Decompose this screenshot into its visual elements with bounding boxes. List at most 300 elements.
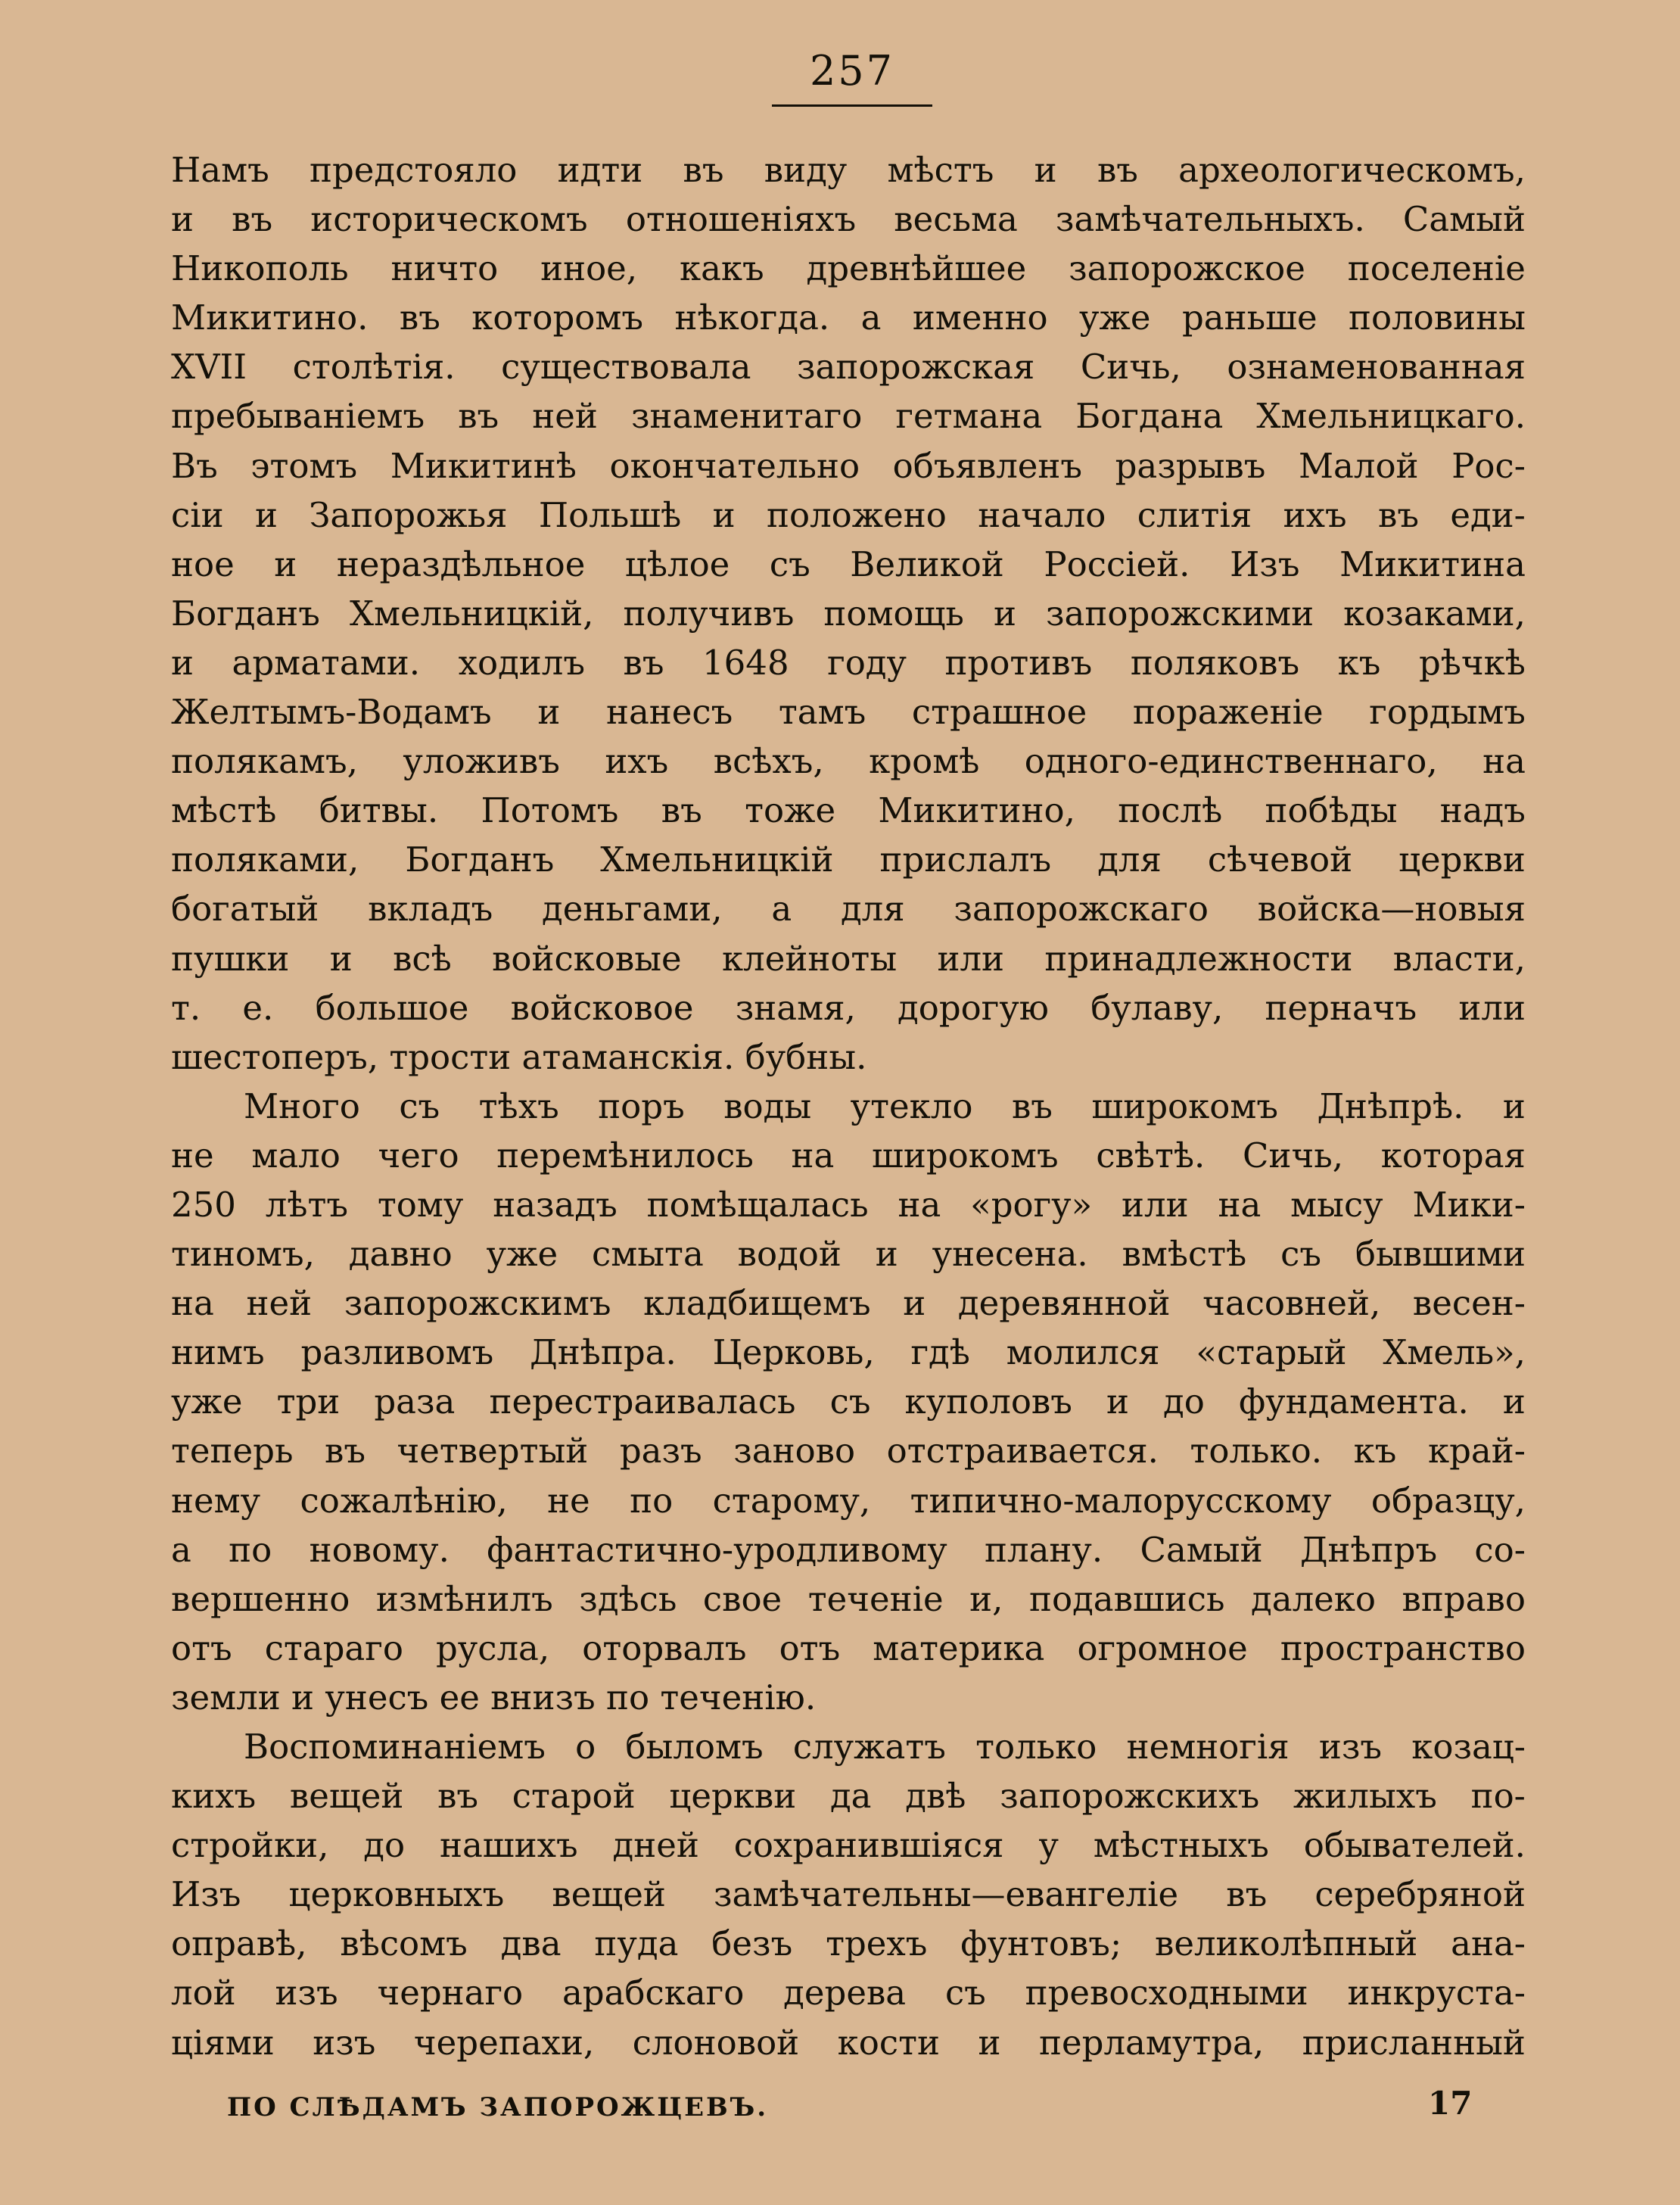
word: объявленъ <box>892 445 1083 486</box>
word: черепахи, <box>413 2022 595 2063</box>
word: вправо <box>1402 1578 1526 1619</box>
word: водой <box>737 1234 842 1275</box>
word: край- <box>1427 1431 1526 1472</box>
word: дней <box>612 1825 699 1866</box>
word: теченіе <box>807 1578 944 1619</box>
footer-title: ПО СЛѢДАМЪ ЗАПОРОЖЦЕВЪ. <box>227 2092 769 2122</box>
word: этомъ <box>250 445 358 486</box>
word: и <box>712 494 736 535</box>
word: тоже <box>745 790 836 831</box>
word: прислалъ <box>879 839 1052 880</box>
word: сохранившіяся <box>733 1825 1004 1866</box>
word: пораженіе <box>1132 692 1324 733</box>
word: кромѣ <box>869 741 980 782</box>
word: кладбищемъ <box>643 1283 871 1324</box>
word: клейноты <box>722 938 898 979</box>
word: начало <box>978 494 1106 535</box>
word: Днѣпра. <box>530 1332 677 1373</box>
word: надъ <box>1439 790 1526 831</box>
word: разливомъ <box>300 1332 494 1373</box>
word: вмѣстѣ <box>1122 1234 1247 1275</box>
word: сѣчевой <box>1207 839 1353 880</box>
word: фунтовъ; <box>960 1923 1122 1964</box>
word: и <box>1502 1381 1526 1422</box>
word: весен- <box>1412 1283 1526 1324</box>
word: 1648 <box>702 642 789 683</box>
word: е. <box>242 987 274 1028</box>
word: вещей <box>552 1874 666 1915</box>
word: чего <box>378 1135 459 1176</box>
word: Мики- <box>1412 1184 1526 1225</box>
word: булаву, <box>1090 987 1224 1028</box>
word: гетмана <box>895 396 1043 437</box>
word: и <box>978 2022 1001 2063</box>
word: съ <box>944 1973 986 2013</box>
word: въ <box>458 396 499 437</box>
word: два <box>500 1923 562 1964</box>
word: и <box>171 199 194 240</box>
word: разъ <box>619 1431 702 1472</box>
body-text <box>171 145 1526 2067</box>
word: нему <box>171 1480 261 1521</box>
word: помощь <box>823 593 964 634</box>
word: ное <box>171 543 235 584</box>
word: XVII <box>171 347 247 388</box>
word: Намъ <box>171 150 269 190</box>
word: битвы. <box>319 790 439 831</box>
word: въ <box>623 642 664 683</box>
word: нѣкогда. <box>674 297 830 338</box>
word: Микитинѣ <box>390 445 577 486</box>
word: или <box>1458 987 1526 1028</box>
word: дорогую <box>898 987 1049 1028</box>
text-line <box>171 1574 1526 1624</box>
word: ціями <box>171 2022 275 2063</box>
text-line <box>171 1771 1526 1820</box>
word: слоновой <box>632 2022 800 2063</box>
word: Желтымъ-Водамъ <box>171 692 492 733</box>
word: а <box>771 889 792 930</box>
word: послѣ <box>1118 790 1223 831</box>
word: отъ <box>779 1627 841 1668</box>
text-line <box>171 441 1526 491</box>
word: русла, <box>435 1627 550 1668</box>
word: типично-малорусскому <box>910 1480 1332 1521</box>
word: и <box>875 1234 898 1275</box>
word: одного-единственнаго, <box>1024 741 1438 782</box>
word: Малой <box>1298 445 1419 486</box>
word: окончательно <box>609 445 860 486</box>
word: не <box>547 1480 590 1521</box>
text-line <box>171 1180 1526 1229</box>
word: пребываніемъ <box>171 396 425 437</box>
word: противъ <box>944 642 1093 683</box>
word: идти <box>557 150 643 190</box>
word: церковныхъ <box>288 1874 505 1915</box>
word: ана- <box>1451 1923 1526 1964</box>
word: которомъ <box>471 297 644 338</box>
word: помѣщалась <box>646 1184 869 1225</box>
word: и <box>171 642 194 683</box>
text-line <box>171 1968 1526 2017</box>
word: Микитино, <box>878 790 1075 831</box>
word: до <box>363 1825 406 1866</box>
word: воды <box>723 1085 812 1126</box>
word: ней <box>246 1283 313 1324</box>
word: оторвалъ <box>582 1627 747 1668</box>
word: инкруста- <box>1347 1973 1526 2013</box>
word: изъ <box>275 1973 338 2013</box>
word: церкви <box>669 1776 797 1817</box>
word: кихъ <box>171 1776 257 1817</box>
word: ничто <box>390 248 499 289</box>
word: существовала <box>501 347 751 388</box>
word: въ <box>1097 150 1138 190</box>
text-line <box>171 1131 1526 1180</box>
word: рѣчкѣ <box>1418 642 1526 683</box>
word: Хмельницкій <box>600 839 834 880</box>
word: назадъ <box>493 1184 618 1225</box>
word: большое <box>315 987 469 1028</box>
word: виду <box>764 150 848 190</box>
word: Сичь, <box>1080 347 1181 388</box>
word: Хмельницкаго. <box>1256 396 1526 437</box>
page-number-rule <box>772 104 932 107</box>
word: предстояло <box>309 150 518 190</box>
text-line: земли и унесъ ее внизъ по теченію. <box>171 1677 817 1718</box>
word: пушки <box>171 938 290 979</box>
word: нимъ <box>171 1332 265 1373</box>
word: Церковь, <box>712 1332 875 1373</box>
text-line <box>171 391 1526 441</box>
word: деревянной <box>957 1283 1171 1324</box>
word: тамъ <box>778 692 866 733</box>
word: и <box>1106 1381 1129 1422</box>
word: перемѣнилось <box>496 1135 754 1176</box>
word: отстраивается. <box>886 1431 1159 1472</box>
word: стройки, <box>171 1825 329 1866</box>
word: нашихъ <box>439 1825 578 1866</box>
word: и, <box>969 1578 1003 1619</box>
text-line <box>171 884 1526 933</box>
text-line <box>171 244 1526 293</box>
word: быломъ <box>625 1727 764 1767</box>
word: оправѣ, <box>171 1923 307 1964</box>
word: уже <box>486 1234 558 1275</box>
word: три <box>276 1381 341 1422</box>
word: мысу <box>1290 1184 1383 1225</box>
word: чернаго <box>377 1973 524 2013</box>
word: широкомъ <box>872 1135 1059 1176</box>
word: немногія <box>1126 1727 1290 1767</box>
word: унесена. <box>932 1234 1088 1275</box>
word: превосходными <box>1025 1973 1308 2013</box>
text-line <box>171 1328 1526 1377</box>
word: Хмельницкій, <box>349 593 594 634</box>
word: бывшими <box>1355 1234 1526 1275</box>
word: свое <box>702 1578 782 1619</box>
word: половины <box>1349 297 1526 338</box>
word: запорожское <box>1069 248 1305 289</box>
word: страшное <box>911 692 1087 733</box>
word: утекло <box>850 1085 973 1126</box>
text-line <box>171 1476 1526 1525</box>
word: и <box>537 692 561 733</box>
word: Изъ <box>1230 543 1300 584</box>
word: мѣстѣ <box>171 790 277 831</box>
word: церкви <box>1398 839 1526 880</box>
word: въ <box>661 790 702 831</box>
text-line <box>171 342 1526 391</box>
word: Самый <box>1402 199 1526 240</box>
word: въ <box>1011 1085 1053 1126</box>
text-line <box>171 491 1526 540</box>
word: измѣнилъ <box>375 1578 553 1619</box>
word: раньше <box>1181 297 1318 338</box>
word: «старый <box>1196 1332 1347 1373</box>
word: Днѣпрѣ. <box>1317 1085 1464 1126</box>
word: ихъ <box>605 741 669 782</box>
word: фантастично-уродливому <box>487 1529 947 1570</box>
text-line <box>171 1919 1526 1968</box>
word: козац- <box>1411 1727 1526 1767</box>
word: двѣ <box>905 1776 966 1817</box>
word: съ <box>829 1381 871 1422</box>
word: съ <box>399 1085 440 1126</box>
word: съ <box>1280 1234 1322 1275</box>
word: къ <box>1353 1431 1397 1472</box>
word: тому <box>377 1184 464 1225</box>
word: Много <box>244 1085 360 1126</box>
word: еди- <box>1450 494 1526 535</box>
word: изъ <box>1318 1727 1383 1767</box>
word: пуда <box>594 1923 679 1964</box>
text-line <box>171 638 1526 687</box>
word: вершенно <box>171 1578 350 1619</box>
word: поръ <box>598 1085 685 1126</box>
word: для <box>840 889 905 930</box>
word: да <box>829 1776 872 1817</box>
text-line <box>171 1722 1526 1771</box>
word: деньгами, <box>542 889 723 930</box>
word: знаменитаго <box>630 396 863 437</box>
word: году <box>827 642 907 683</box>
word: широкомъ <box>1091 1085 1278 1126</box>
text-line: шестоперъ, трости атаманскія. бубны. <box>171 1036 867 1077</box>
word: перестраивалась <box>489 1381 796 1422</box>
word: мѣстныхъ <box>1093 1825 1269 1866</box>
word: ней <box>532 396 598 437</box>
word: войсковое <box>510 987 694 1028</box>
text-line <box>171 195 1526 244</box>
word: Россіей. <box>1044 543 1190 584</box>
word: поселеніе <box>1347 248 1526 289</box>
word: въ <box>683 150 724 190</box>
word: и <box>329 938 353 979</box>
word: материка <box>873 1627 1045 1668</box>
word: Никополь <box>171 248 349 289</box>
word: вещей <box>289 1776 404 1817</box>
text-line <box>171 983 1526 1032</box>
word: на <box>791 1135 835 1176</box>
word: въ <box>399 297 440 338</box>
word: смыта <box>592 1234 704 1275</box>
word: стараго <box>264 1627 403 1668</box>
word: гордымъ <box>1369 692 1526 733</box>
word: на <box>1218 1184 1262 1225</box>
word: «рогу» <box>970 1184 1093 1225</box>
word: полякамъ, <box>171 741 358 782</box>
text-line <box>171 540 1526 589</box>
text-line <box>171 1624 1526 1673</box>
word: свѣтѣ. <box>1096 1135 1206 1176</box>
word: Богданъ <box>405 839 555 880</box>
word: Потомъ <box>481 790 619 831</box>
word: старой <box>512 1776 636 1817</box>
word: со- <box>1474 1529 1526 1570</box>
text-line <box>171 1820 1526 1870</box>
word: теперь <box>171 1431 294 1472</box>
word: и <box>993 593 1016 634</box>
word: весьма <box>894 199 1018 240</box>
word: замѣчательны—евангеліе <box>713 1874 1179 1915</box>
word: войсковые <box>492 938 682 979</box>
footer-signature: 17 <box>1428 2085 1473 2122</box>
word: Изъ <box>171 1874 241 1915</box>
word: обывателей. <box>1303 1825 1526 1866</box>
word: далеко <box>1251 1578 1377 1619</box>
text-line <box>171 145 1526 195</box>
word: Самый <box>1140 1529 1263 1570</box>
word: побѣды <box>1265 790 1398 831</box>
word: сожалѣнію, <box>300 1480 508 1521</box>
text-line <box>171 1278 1526 1328</box>
word: а <box>860 297 882 338</box>
word: Богдана <box>1075 396 1224 437</box>
word: поляковъ <box>1130 642 1300 683</box>
word: запорожская <box>796 347 1035 388</box>
word: трехъ <box>826 1923 928 1964</box>
word: для <box>1097 839 1162 880</box>
word: нераздѣльное <box>336 543 586 584</box>
word: и <box>274 543 297 584</box>
word: съ <box>769 543 810 584</box>
word: нанесъ <box>605 692 733 733</box>
word: служатъ <box>792 1727 946 1767</box>
word: молился <box>1006 1332 1160 1373</box>
text-line <box>171 589 1526 638</box>
word: изъ <box>313 2022 376 2063</box>
word: отъ <box>171 1627 232 1668</box>
page-number: 257 <box>809 47 895 95</box>
word: а <box>171 1529 191 1570</box>
word: положено <box>767 494 947 535</box>
word: и <box>903 1283 926 1324</box>
word: мѣстъ <box>887 150 994 190</box>
word: Днѣпръ <box>1299 1529 1438 1570</box>
word: пространство <box>1280 1627 1526 1668</box>
word: къ <box>1337 642 1381 683</box>
text-line <box>171 835 1526 884</box>
word: серебряной <box>1314 1874 1526 1915</box>
word: именно <box>912 297 1048 338</box>
word: или <box>1122 1184 1189 1225</box>
text-line <box>171 1525 1526 1574</box>
word: всѣ <box>393 938 452 979</box>
word: здѣсь <box>579 1578 677 1619</box>
word: уже <box>171 1381 243 1422</box>
word: Микитина <box>1339 543 1526 584</box>
word: безъ <box>711 1923 793 1964</box>
word: лой <box>171 1973 236 2013</box>
word: вкладъ <box>368 889 493 930</box>
text-line <box>171 1377 1526 1426</box>
word: по <box>229 1529 272 1570</box>
word: власти, <box>1392 938 1526 979</box>
word: Хмель», <box>1383 1332 1526 1373</box>
word: и <box>1502 1085 1526 1126</box>
word: часовней, <box>1202 1283 1381 1324</box>
word: раза <box>374 1381 456 1422</box>
word: новому. <box>309 1529 450 1570</box>
word: на <box>171 1283 214 1324</box>
word: арабскаго <box>562 1973 745 2013</box>
word: войска—новыя <box>1257 889 1526 930</box>
word: въ <box>232 199 273 240</box>
word: всѣхъ, <box>713 741 824 782</box>
word: великолѣпный <box>1154 1923 1418 1964</box>
word: въ <box>1226 1874 1268 1915</box>
text-line <box>171 687 1526 737</box>
word: по <box>630 1480 674 1521</box>
word: археологическомъ, <box>1178 150 1526 190</box>
word: запорожскими <box>1046 593 1314 634</box>
text-line <box>171 1229 1526 1278</box>
word: четвертый <box>397 1431 589 1472</box>
word: разрывъ <box>1115 445 1266 486</box>
word: не <box>171 1135 214 1176</box>
word: получивъ <box>623 593 795 634</box>
word: огромное <box>1077 1627 1248 1668</box>
word: слитія <box>1137 494 1252 535</box>
text-line <box>171 786 1526 835</box>
word: до <box>1163 1381 1205 1422</box>
word: арматами. <box>232 642 421 683</box>
word: отношеніяхъ <box>625 199 857 240</box>
word: или <box>937 938 1005 979</box>
word: плану. <box>985 1529 1103 1570</box>
text-line <box>171 2018 1526 2067</box>
word: ходилъ <box>458 642 585 683</box>
word: по- <box>1470 1776 1526 1817</box>
word: гдѣ <box>910 1332 970 1373</box>
word: столѣтія. <box>292 347 456 388</box>
word: въ <box>325 1431 366 1472</box>
word: фундамента. <box>1238 1381 1469 1422</box>
word: козаками, <box>1343 593 1526 634</box>
word: Сичь, <box>1243 1135 1343 1176</box>
word: дерева <box>783 1973 907 2013</box>
word: Великой <box>850 543 1004 584</box>
word: заново <box>733 1431 856 1472</box>
word: только <box>975 1727 1097 1767</box>
word: Въ <box>171 445 218 486</box>
word: куполовъ <box>904 1381 1072 1422</box>
word: ознаменованная <box>1227 347 1526 388</box>
word: только. <box>1190 1431 1323 1472</box>
word: мало <box>251 1135 341 1176</box>
word: иное, <box>540 248 638 289</box>
